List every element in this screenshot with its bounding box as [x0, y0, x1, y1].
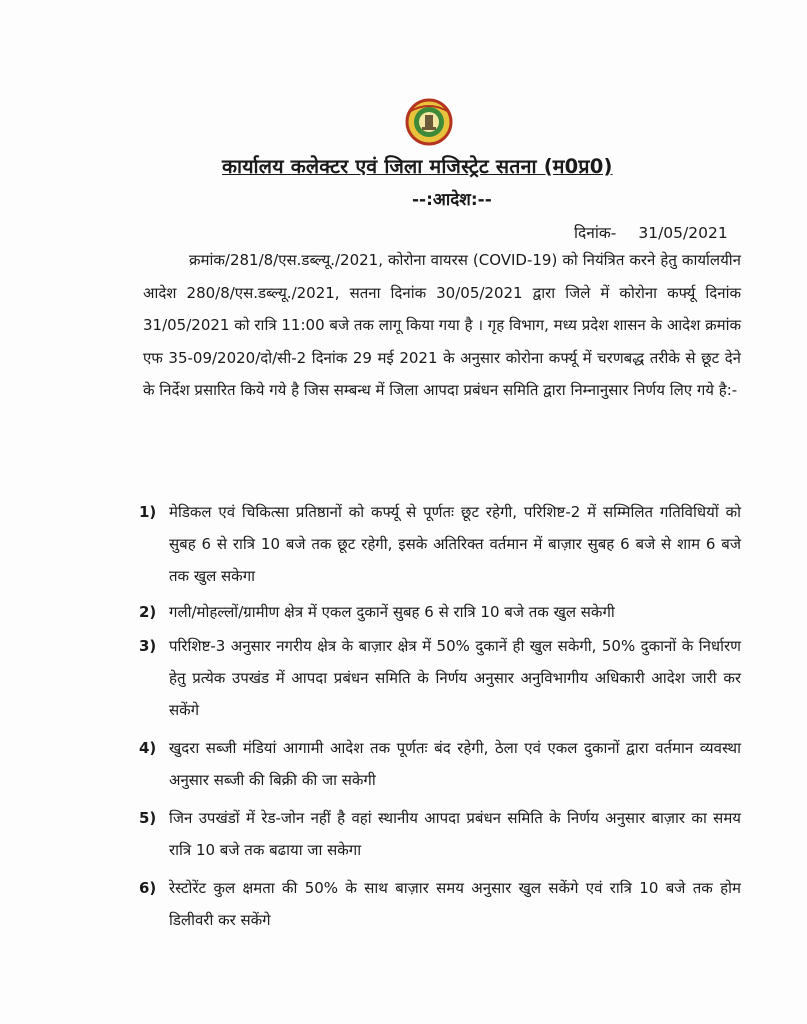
item-text: जिन उपखंडों में रेड-जोन नहीं है वहां स्थानीय आपदा प्रबंधन समिति के निर्णय अनुसार बाज़ार का समय रात्रि 10 बजे तक बढाया जा सकेगा: [169, 809, 741, 859]
list-item: [139, 496, 741, 592]
list-item: [139, 872, 741, 936]
office-title: कार्यालय कलेक्टर एवं जिला मजिस्ट्रेट सतना (म0प्र0): [222, 155, 613, 178]
item-text: गली/मोहल्लों/ग्रामीण क्षेत्र में एकल दुकानें सुबह 6 से रात्रि 10 बजे तक खुल सकेगी: [169, 603, 615, 621]
item-text: रेस्टोरेंट कुल क्षमता की 50% के साथ बाज़ार समय अनुसार खुल सकेंगे एवं रात्रि 10 बजे तक होम डिलीवरी कर सकेंगे: [169, 879, 741, 929]
date-label: दिनांक-: [574, 224, 617, 242]
list-item: [139, 802, 741, 866]
item-number: 6): [139, 879, 157, 897]
item-number: 4): [139, 739, 157, 757]
item-text: परिशिष्ट-3 अनुसार नगरीय क्षेत्र के बाज़ार क्षेत्र में 50% दुकानें ही खुल सकेगी, 50% दुकानों के निर्धारण हेतु प्रत्येक उपखंड में आपदा प्रबंधन समिति के निर्णय अनुसार अनुविभागीय अधिकारी आदेश जारी कर सकेंगे: [169, 637, 741, 719]
order-heading: --:आदेश:--: [412, 190, 492, 210]
date-value: 31/05/2021: [638, 224, 728, 242]
item-text: मेडिकल एवं चिकित्सा प्रतिष्ठानों को कर्फ्यू से पूर्णतः छूट रहेगी, परिशिष्ट-2 में सम्मिलित गतिविधियों को सुबह 6 से रात्रि 10 बजे तक छूट रहेगी, इसके अतिरिक्त वर्तमान में बाज़ार सुबह 6 बजे से शाम 6 बजे तक खुल सकेगा: [169, 503, 741, 585]
list-item: [139, 596, 741, 628]
madhya-pradesh-govt-emblem-icon: [400, 98, 458, 146]
item-text: खुदरा सब्जी मंडियां आगामी आदेश तक पूर्णतः बंद रहेगी, ठेला एवं एकल दुकानों द्वारा वर्तमान व्यवस्था अनुसार सब्जी की बिक्री की जा सकेगी: [169, 739, 741, 789]
item-number: 1): [139, 503, 157, 521]
item-number: 3): [139, 637, 157, 655]
intro-paragraph: क्रमांक/281/8/एस.डब्ल्यू./2021, कोरोना वायरस (COVID-19) को नियंत्रित करने हेतु कार्यालयीन आदेश 280/8/एस.डब्ल्यू./2021, सतना दिनांक 30/05/2021 द्वारा जिले में कोरोना कर्फ्यू दिनांक 31/05/2021 को रात्रि 11:00 बजे तक लागू किया गया है । गृह विभाग, मध्य प्रदेश शासन के आदेश क्रमांक एफ 35-09/2020/दो/सी-2 दिनांक 29 मई 2021 के अनुसार कोरोना कर्फ्यू में चरणबद्ध तरीके से छूट देने के निर्देश प्रसारित किये गये है जिस सम्बन्ध में जिला आपदा प्रबंधन समिति द्वारा निम्नानुसार निर्णय लिए गये है:-: [143, 251, 741, 399]
list-item: [139, 732, 741, 796]
list-item: [139, 630, 741, 726]
item-number: 2): [139, 603, 157, 621]
item-number: 5): [139, 809, 157, 827]
date-line: [574, 221, 728, 243]
